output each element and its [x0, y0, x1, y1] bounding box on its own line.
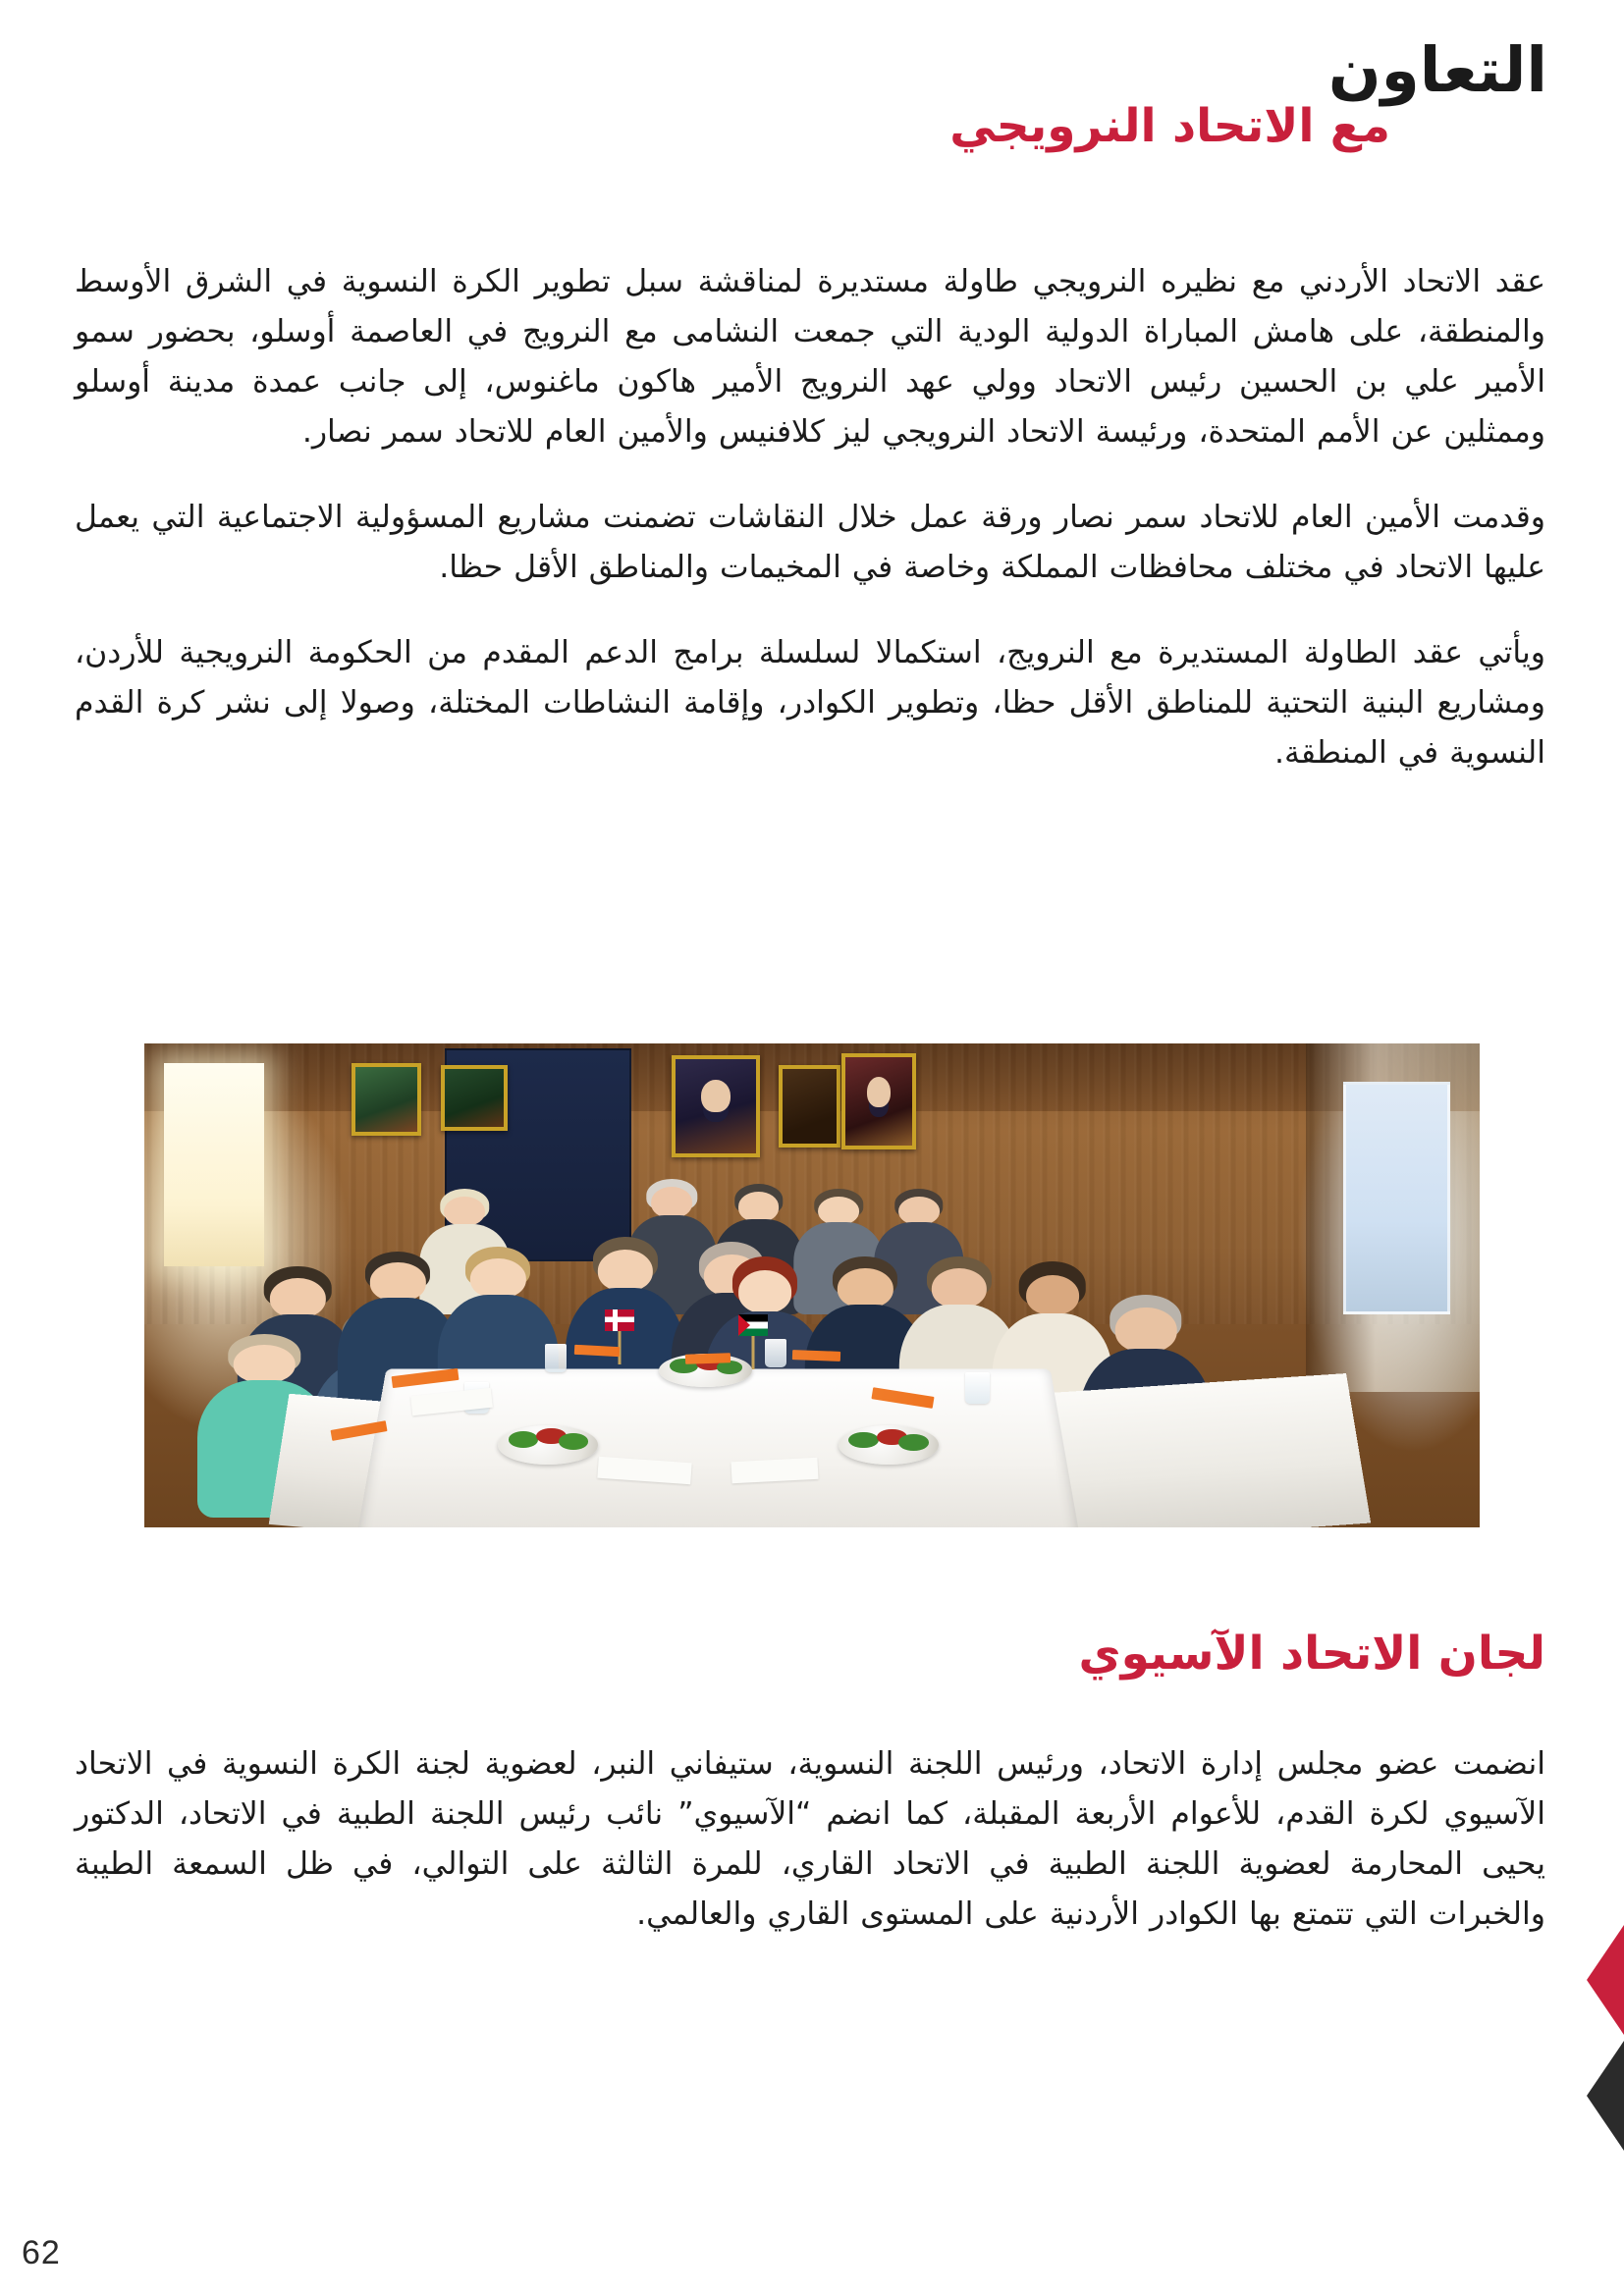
photo-flag-norway [605, 1309, 634, 1331]
article-photo [144, 1043, 1480, 1527]
section-heading-asian-committees: لجان الاتحاد الآسيوي [1078, 1627, 1545, 1681]
paragraph-4: انضمت عضو مجلس إدارة الاتحاد، ورئيس اللجنة النسوية، ستيفاني النبر، لعضوية لجنة الكرة النسوية في الاتحاد الآسيوي لكرة القدم، للأعوام الأربعة المقبلة، كما انضم “الآسيوي” نائب رئيس اللجنة الطبية في الاتحاد، الدكتور يحيى المحارمة لعضوية اللجنة الطبية في الاتحاد القاري، للمرة الثالثة على التوالي، في ظل السمعة الطيبة والخبرات التي تتمتع بها الكوادر الأردنية على المستوى القاري والعالمي. [75, 1746, 1545, 1932]
page-number: 62 [22, 2234, 61, 2271]
photo-folder-3 [685, 1353, 731, 1363]
photo-flag-jordan [738, 1314, 768, 1336]
photo-wall-portrait-1 [672, 1055, 760, 1157]
photo-scene [144, 1043, 1480, 1527]
photo-document-3 [731, 1458, 819, 1484]
photo-fruit-bowl-right [839, 1425, 939, 1464]
photo-glass-3 [765, 1339, 786, 1368]
photo-wall-painting-2 [441, 1065, 508, 1131]
photo-glass-4 [965, 1372, 989, 1404]
photo-window-right [1343, 1082, 1450, 1314]
paragraph-2: وقدمت الأمين العام للاتحاد سمر نصار ورقة عمل خلال النقاشات تضمنت مشاريع المسؤولية الاجتماعية التي يعمل عليها الاتحاد في مختلف محافظات المملكة وخاصة في المخيمات والمناطق الأقل حظا. [75, 500, 1545, 585]
photo-fruit-bowl-left [498, 1425, 598, 1464]
paragraph-3: ويأتي عقد الطاولة المستديرة مع النرويج، استكمالا لسلسلة برامج الدعم المقدم من الحكومة النرويجية للأردن، ومشاريع البنية التحتية للمناطق الأقل حظا، وتطوير الكوادر، وإقامة النشاطات المختلة، وصولا إلى نشر كرة القدم النسوية في المنطقة. [75, 635, 1545, 771]
corner-decoration [1577, 1925, 1624, 2170]
page-title [75, 34, 1547, 153]
photo-wall-painting-3 [779, 1065, 840, 1148]
article-body-bottom [75, 1739, 1545, 1940]
photo-wall-portrait-2 [841, 1053, 916, 1150]
article-body-top [75, 257, 1545, 778]
photo-folder-4 [791, 1350, 839, 1362]
photo-window-left [164, 1063, 264, 1266]
page-title-black-word: التعاون [1327, 34, 1547, 106]
photo-glass-1 [545, 1344, 567, 1373]
paragraph-1: عقد الاتحاد الأردني مع نظيره النرويجي طاولة مستديرة لمناقشة سبل تطوير الكرة النسوية في الشرق الأوسط والمنطقة، على هامش المباراة الدولية الودية التي جمعت النشامى مع النرويج في العاصمة أوسلو، بحضور سمو الأمير علي بن الحسين رئيس الاتحاد وولي عهد النرويج الأمير هاكون ماغنوس، إلى جانب عمدة مدينة أوسلو وممثلين عن الأمم المتحدة، ورئيسة الاتحاد النرويجي ليز كلافنيس والأمين العام للاتحاد سمر نصار. [75, 264, 1545, 450]
page-title-red-phrase: مع الاتحاد النرويجي [949, 99, 1390, 153]
photo-wall-painting-1 [352, 1063, 421, 1136]
